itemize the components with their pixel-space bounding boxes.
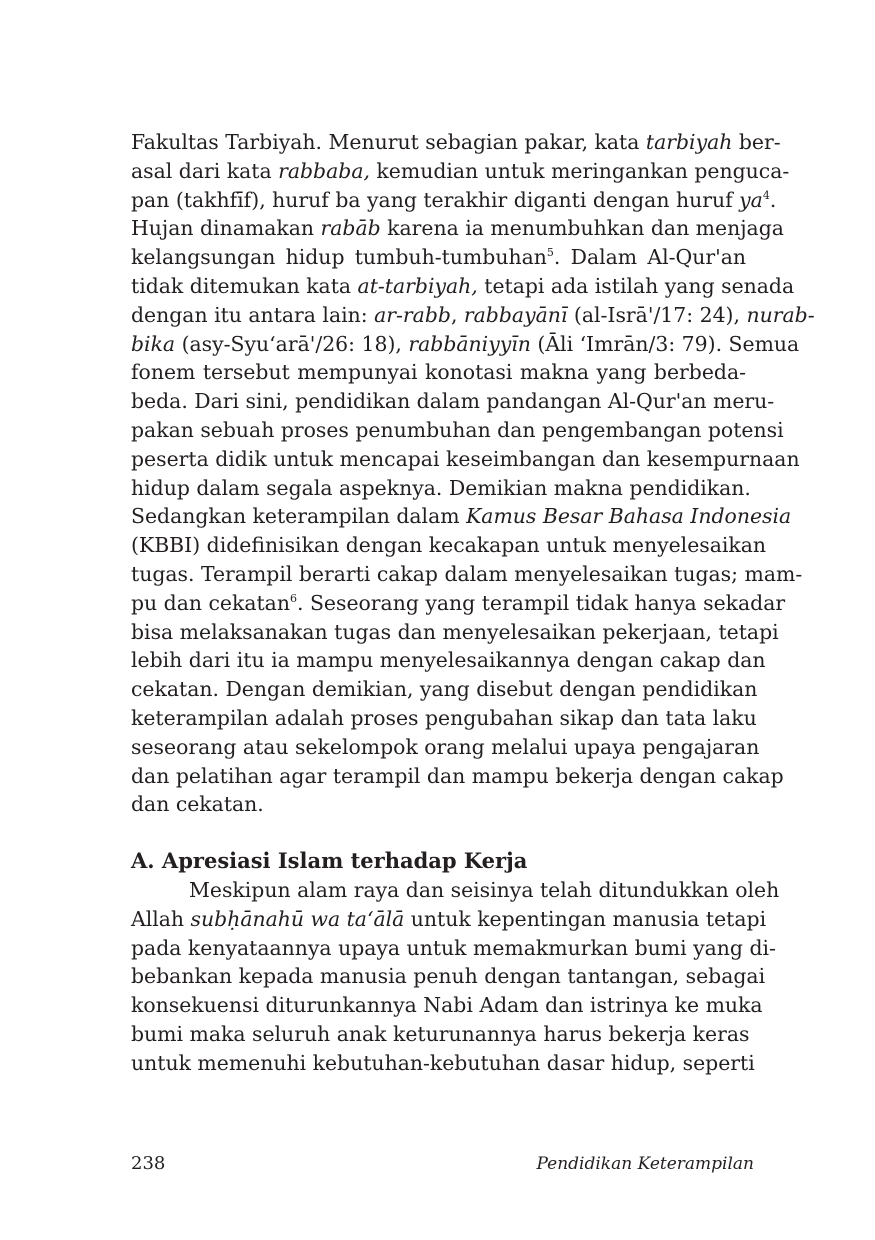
text-line: lebih dari itu ia mampu menyelesaikannya dengan cakap dan <box>131 648 766 673</box>
text-line: dengan itu antara lain: ar-rabb, rabbayānī (al-Isrā'/17: 24), nurab- <box>131 302 815 327</box>
text-line: pu dan cekatan$^6$. Seseorang yang terampil tidak hanya sekadar <box>131 590 786 615</box>
text-line: Meskipun alam raya dan seisinya telah ditundukkan oleh <box>189 877 780 902</box>
text-line: fonem tersebut mempunyai konotasi makna yang berbeda- <box>131 360 746 385</box>
text-line: hidup dalam segala aspeknya. Demikian makna pendidikan. <box>131 475 751 500</box>
text-line: untuk memenuhi kebutuhan-kebutuhan dasar hidup, seperti <box>131 1050 755 1075</box>
footnote-ref: 4 <box>762 188 770 202</box>
text-line: Hujan dinamakan rabāb karena ia menumbuhkan dan menjaga <box>131 216 784 241</box>
text-line: konsekuensi diturunkannya Nabi Adam dan istrinya ke muka <box>131 993 763 1018</box>
text-line: dan cekatan. <box>131 792 264 817</box>
text-line: Allah subḥānahū wa ta‘ālā untuk kepentingan manusia tetapi <box>131 906 767 931</box>
text-line: (KBBI) didefinisikan dengan kecakapan untuk menyelesaikan <box>131 533 767 558</box>
page-number: 238 <box>131 1153 166 1174</box>
footnote-ref: 6 <box>289 591 297 605</box>
text-line: Sedangkan keterampilan dalam Kamus Besar Bahasa Indonesia <box>131 504 792 529</box>
text-line: bebankan kepada manusia penuh dengan tantangan, sebagai <box>131 964 766 989</box>
footnote-ref: 5 <box>546 246 554 260</box>
text-line: beda. Dari sini, pendidikan dalam pandangan Al-Qur'an meru- <box>131 389 775 414</box>
text-line: kelangsungan hidup tumbuh-tumbuhan$^5$. Dalam Al-Qur'an <box>131 245 746 270</box>
text-line: pakan sebuah proses penumbuhan dan pengembangan potensi <box>131 417 784 442</box>
text-line: bumi maka seluruh anak keturunannya harus bekerja keras <box>131 1021 750 1046</box>
text-block <box>131 128 815 1078</box>
text-line: bika (asy-Syu‘arā'/26: 18), rabbāniyyīn (Āli ‘Imrān/3: 79). Semua <box>131 331 800 356</box>
text-line: cekatan. Dengan demikian, yang disebut dengan pendidikan <box>131 677 758 702</box>
text-line: peserta didik untuk mencapai keseimbangan dan kesempurnaan <box>131 446 800 471</box>
page-footer <box>131 1152 754 1176</box>
text-line: asal dari kata rabbaba, kemudian untuk meringankan penguca- <box>131 158 790 183</box>
text-line: Fakultas Tarbiyah. Menurut sebagian pakar, kata tarbiyah ber- <box>131 130 781 154</box>
text-line: pada kenyataannya upaya untuk memakmurkan bumi yang di- <box>131 935 776 960</box>
text-line: tidak ditemukan kata at-tarbiyah, tetapi ada istilah yang senada <box>131 273 795 298</box>
text-line: dan pelatihan agar terampil dan mampu bekerja dengan cakap <box>131 763 784 788</box>
text-line: keterampilan adalah proses pengubahan sikap dan tata laku <box>131 705 757 730</box>
text-line: pan (takhfīf), huruf ba yang terakhir diganti dengan huruf $ya^4$. <box>131 187 777 212</box>
text-line: tugas. Terampil berarti cakap dalam menyelesaikan tugas; mam- <box>131 561 803 586</box>
text-line: bisa melaksanakan tugas dan menyelesaikan pekerjaan, tetapi <box>131 619 779 644</box>
running-title: Pendidikan Keterampilan <box>536 1154 754 1174</box>
text-line: seseorang atau sekelompok orang melalui upaya pengajaran <box>131 734 760 759</box>
section-heading: A. Apresiasi Islam terhadap Kerja <box>131 848 528 874</box>
